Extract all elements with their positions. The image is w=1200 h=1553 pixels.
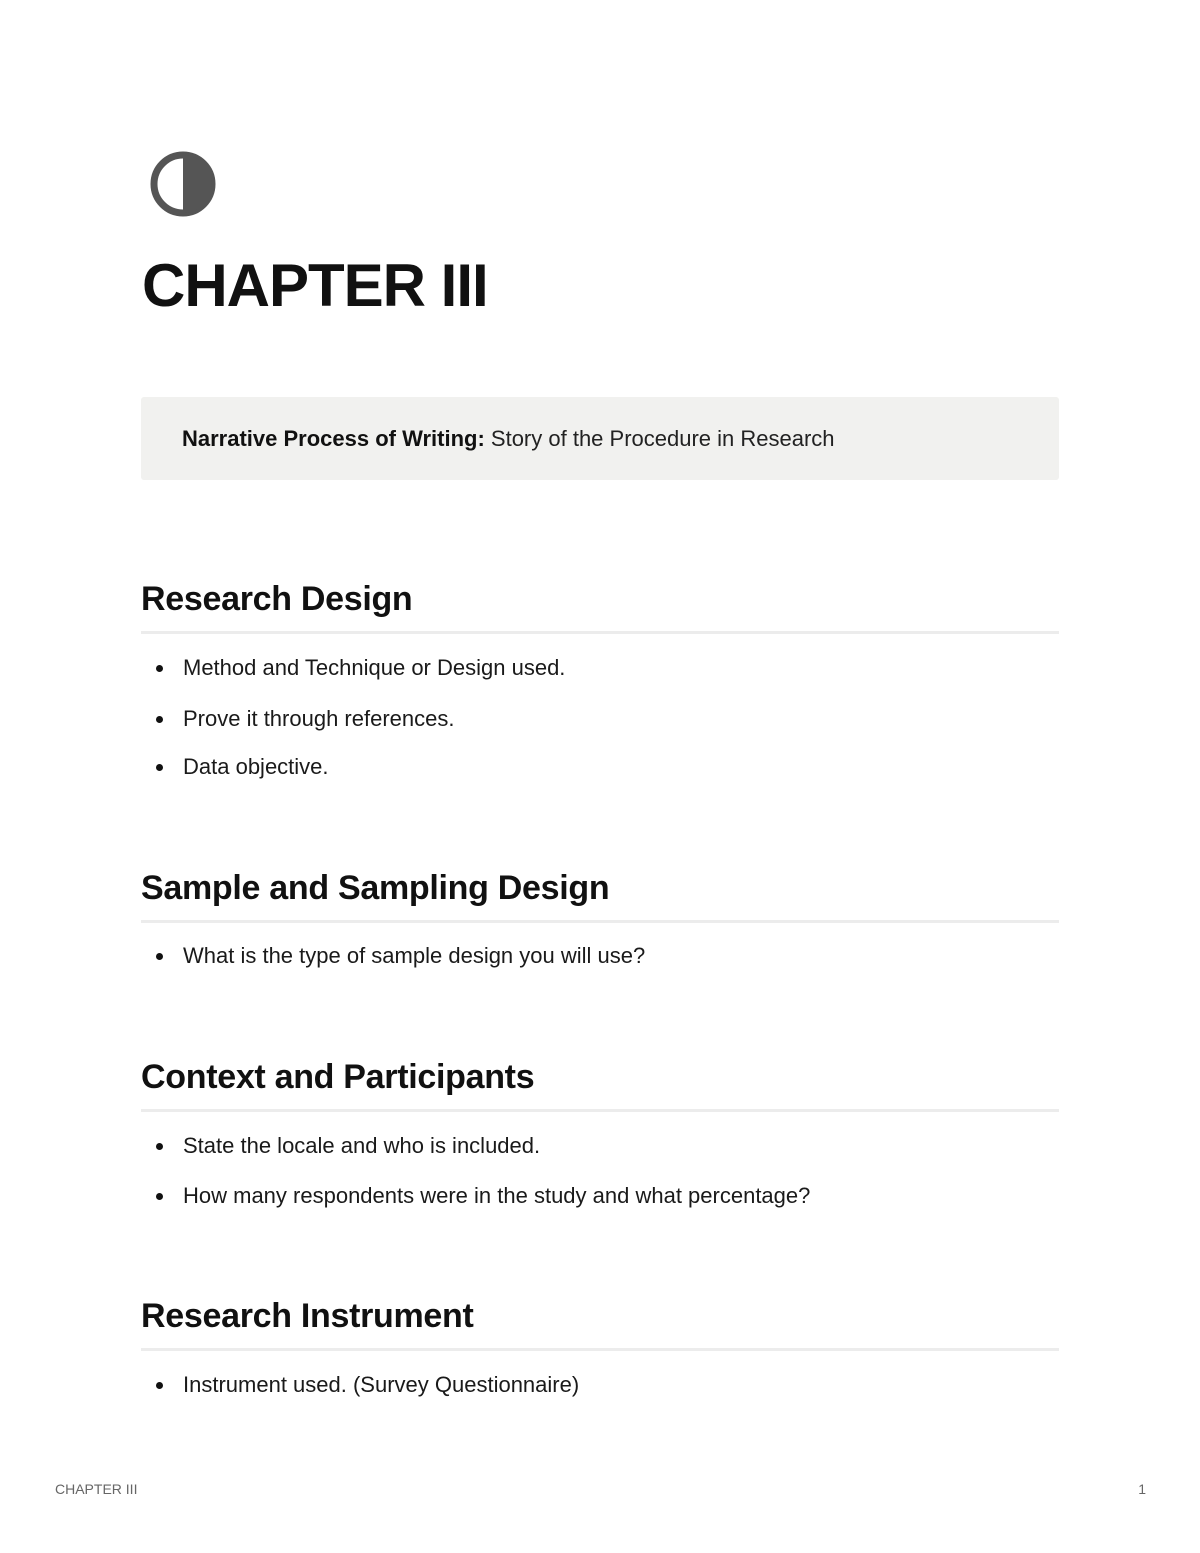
- section-divider: [141, 920, 1059, 923]
- section-divider: [141, 631, 1059, 634]
- bullet-dot: [156, 716, 163, 723]
- callout-body: Story of the Procedure in Research: [484, 425, 835, 451]
- bullet-dot: [156, 1143, 163, 1150]
- bullet-dot: [156, 665, 163, 672]
- footer-document-name: CHAPTER III: [55, 1481, 138, 1497]
- list-item: State the locale and who is included.: [141, 1132, 1059, 1160]
- callout-text: [182, 426, 835, 452]
- half-circle-contrast-icon: [150, 151, 216, 217]
- list-item: Prove it through references.: [141, 705, 1059, 733]
- bullet-list: [141, 1132, 1059, 1210]
- bullet-list: [141, 654, 1059, 781]
- section-heading: Sample and Sampling Design: [141, 869, 610, 907]
- bullet-list: [141, 1371, 1059, 1399]
- bullet-list: [141, 942, 1059, 970]
- list-item: What is the type of sample design you will use?: [141, 942, 1059, 970]
- page-title: CHAPTER III: [142, 252, 488, 319]
- section-sample-and-sampling-design: [141, 866, 1059, 970]
- list-item: Instrument used. (Survey Questionnaire): [141, 1371, 1059, 1399]
- section-research-instrument: [141, 1294, 1059, 1399]
- list-item: Method and Technique or Design used.: [141, 654, 1059, 682]
- section-research-design: [141, 577, 1059, 781]
- callout-block: [141, 397, 1059, 480]
- section-heading: Research Design: [141, 580, 413, 618]
- bullet-dot: [156, 953, 163, 960]
- list-item: How many respondents were in the study and what percentage?: [141, 1182, 1059, 1210]
- bullet-dot: [156, 1193, 163, 1200]
- section-context-and-participants: [141, 1055, 1059, 1210]
- section-heading: Research Instrument: [141, 1297, 474, 1335]
- list-item: Data objective.: [141, 753, 1059, 781]
- bullet-dot: [156, 764, 163, 771]
- section-heading: Context and Participants: [141, 1058, 535, 1096]
- callout-bold-label: Narrative Process of Writing:: [182, 425, 485, 451]
- section-divider: [141, 1348, 1059, 1351]
- footer-page-number: 1: [1138, 1481, 1146, 1497]
- section-divider: [141, 1109, 1059, 1112]
- bullet-dot: [156, 1382, 163, 1389]
